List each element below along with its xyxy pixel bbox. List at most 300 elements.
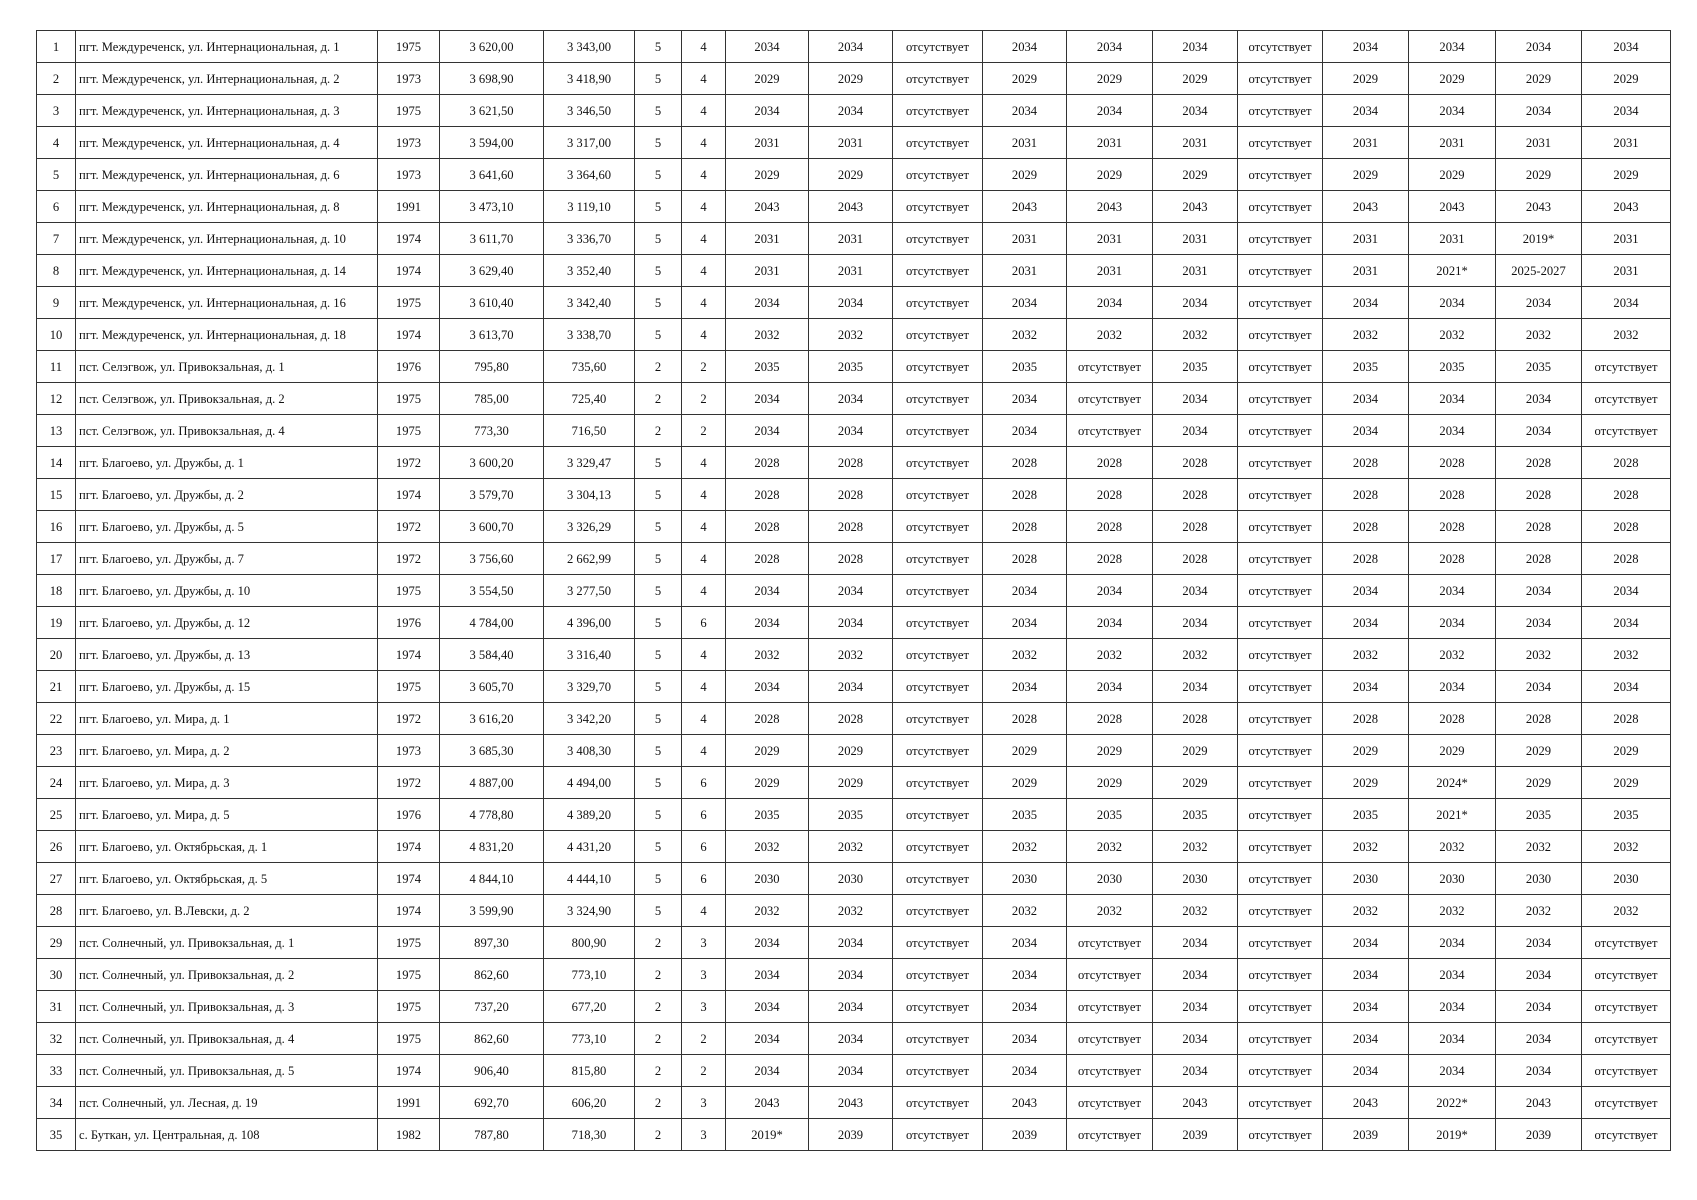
entrances-cell: 6 (682, 863, 726, 895)
year-cell-8: 2028 (1323, 447, 1409, 479)
year-cell-2: 2032 (809, 831, 893, 863)
year-cell-5: 2032 (1067, 319, 1153, 351)
year-cell-1: 2034 (726, 575, 809, 607)
year-cell-4: 2032 (983, 895, 1067, 927)
year-built-cell: 1976 (378, 607, 440, 639)
living-area-cell: 725,40 (544, 383, 635, 415)
year-cell-10: 2030 (1496, 863, 1582, 895)
year-built-cell: 1974 (378, 1055, 440, 1087)
year-cell-11: отсутствует (1582, 1119, 1671, 1151)
table-row (37, 991, 1671, 1023)
total-area-cell: 3 620,00 (440, 31, 544, 63)
table-row (37, 863, 1671, 895)
row-number-cell: 20 (37, 639, 76, 671)
entrances-cell: 4 (682, 575, 726, 607)
year-cell-1: 2034 (726, 415, 809, 447)
year-cell-11: отсутствует (1582, 927, 1671, 959)
year-cell-9: 2034 (1409, 287, 1496, 319)
year-cell-9: 2022* (1409, 1087, 1496, 1119)
table-row (37, 703, 1671, 735)
year-cell-9: 2034 (1409, 1055, 1496, 1087)
living-area-cell: 3 418,90 (544, 63, 635, 95)
total-area-cell: 4 784,00 (440, 607, 544, 639)
year-cell-6: 2034 (1153, 1023, 1238, 1055)
year-cell-2: 2029 (809, 767, 893, 799)
year-cell-2: 2029 (809, 63, 893, 95)
year-cell-8: 2031 (1323, 255, 1409, 287)
year-cell-8: 2034 (1323, 31, 1409, 63)
year-built-cell: 1975 (378, 991, 440, 1023)
living-area-cell: 4 396,00 (544, 607, 635, 639)
year-cell-2: 2035 (809, 799, 893, 831)
year-cell-5: отсутствует (1067, 1087, 1153, 1119)
year-cell-6: 2034 (1153, 607, 1238, 639)
year-cell-1: 2034 (726, 1023, 809, 1055)
year-cell-7: отсутствует (1238, 319, 1323, 351)
year-cell-6: 2028 (1153, 511, 1238, 543)
year-cell-5: 2029 (1067, 767, 1153, 799)
living-area-cell: 3 119,10 (544, 191, 635, 223)
year-cell-7: отсутствует (1238, 351, 1323, 383)
year-cell-2: 2029 (809, 735, 893, 767)
year-cell-5: 2029 (1067, 63, 1153, 95)
year-cell-5: 2031 (1067, 223, 1153, 255)
row-number-cell: 16 (37, 511, 76, 543)
entrances-cell: 4 (682, 447, 726, 479)
entrances-cell: 2 (682, 415, 726, 447)
address-cell: пгт. Благоево, ул. Мира, д. 2 (76, 735, 378, 767)
table-row (37, 383, 1671, 415)
address-cell: пгт. Благоево, ул. Мира, д. 5 (76, 799, 378, 831)
living-area-cell: 800,90 (544, 927, 635, 959)
floors-cell: 5 (635, 799, 682, 831)
year-cell-3: отсутствует (893, 223, 983, 255)
total-area-cell: 3 756,60 (440, 543, 544, 575)
table-row (37, 511, 1671, 543)
year-cell-9: 2034 (1409, 991, 1496, 1023)
year-cell-7: отсутствует (1238, 159, 1323, 191)
year-cell-3: отсутствует (893, 575, 983, 607)
total-area-cell: 773,30 (440, 415, 544, 447)
year-cell-6: 2034 (1153, 1055, 1238, 1087)
year-cell-9: 2032 (1409, 895, 1496, 927)
year-cell-9: 2028 (1409, 479, 1496, 511)
year-cell-10: 2034 (1496, 671, 1582, 703)
table-row (37, 319, 1671, 351)
row-number-cell: 13 (37, 415, 76, 447)
year-cell-5: отсутствует (1067, 927, 1153, 959)
year-cell-5: 2034 (1067, 31, 1153, 63)
year-cell-11: 2043 (1582, 191, 1671, 223)
year-cell-2: 2028 (809, 447, 893, 479)
floors-cell: 5 (635, 63, 682, 95)
year-cell-10: 2028 (1496, 479, 1582, 511)
year-cell-4: 2034 (983, 671, 1067, 703)
entrances-cell: 3 (682, 1087, 726, 1119)
year-cell-4: 2029 (983, 767, 1067, 799)
year-built-cell: 1974 (378, 223, 440, 255)
year-cell-3: отсутствует (893, 735, 983, 767)
year-cell-4: 2031 (983, 223, 1067, 255)
year-cell-11: 2029 (1582, 159, 1671, 191)
year-cell-10: 2028 (1496, 447, 1582, 479)
total-area-cell: 737,20 (440, 991, 544, 1023)
table-row (37, 1119, 1671, 1151)
floors-cell: 2 (635, 1023, 682, 1055)
year-cell-11: 2034 (1582, 31, 1671, 63)
year-cell-11: 2034 (1582, 95, 1671, 127)
row-number-cell: 31 (37, 991, 76, 1023)
total-area-cell: 4 778,80 (440, 799, 544, 831)
floors-cell: 5 (635, 767, 682, 799)
row-number-cell: 29 (37, 927, 76, 959)
table-row (37, 639, 1671, 671)
year-cell-11: отсутствует (1582, 1023, 1671, 1055)
year-cell-9: 2028 (1409, 703, 1496, 735)
year-cell-8: 2032 (1323, 895, 1409, 927)
floors-cell: 5 (635, 735, 682, 767)
row-number-cell: 15 (37, 479, 76, 511)
year-cell-8: 2034 (1323, 287, 1409, 319)
table-row (37, 575, 1671, 607)
year-cell-9: 2034 (1409, 415, 1496, 447)
row-number-cell: 3 (37, 95, 76, 127)
table-row (37, 223, 1671, 255)
year-cell-11: 2029 (1582, 63, 1671, 95)
floors-cell: 5 (635, 319, 682, 351)
address-cell: пст. Селэгвож, ул. Привокзальная, д. 1 (76, 351, 378, 383)
year-cell-8: 2032 (1323, 831, 1409, 863)
year-cell-10: 2032 (1496, 639, 1582, 671)
total-area-cell: 3 473,10 (440, 191, 544, 223)
year-cell-3: отсутствует (893, 1087, 983, 1119)
year-built-cell: 1973 (378, 735, 440, 767)
living-area-cell: 718,30 (544, 1119, 635, 1151)
year-cell-10: 2034 (1496, 1055, 1582, 1087)
year-cell-10: 2043 (1496, 1087, 1582, 1119)
year-cell-5: отсутствует (1067, 351, 1153, 383)
year-cell-9: 2032 (1409, 831, 1496, 863)
year-cell-5: отсутствует (1067, 1023, 1153, 1055)
year-cell-9: 2043 (1409, 191, 1496, 223)
entrances-cell: 4 (682, 63, 726, 95)
row-number-cell: 8 (37, 255, 76, 287)
year-cell-3: отсутствует (893, 191, 983, 223)
year-built-cell: 1975 (378, 959, 440, 991)
table-row (37, 415, 1671, 447)
total-area-cell: 4 831,20 (440, 831, 544, 863)
year-cell-4: 2034 (983, 991, 1067, 1023)
floors-cell: 5 (635, 255, 682, 287)
year-cell-10: 2032 (1496, 319, 1582, 351)
year-cell-5: 2034 (1067, 95, 1153, 127)
year-cell-3: отсутствует (893, 511, 983, 543)
year-cell-7: отсутствует (1238, 831, 1323, 863)
year-cell-4: 2039 (983, 1119, 1067, 1151)
year-cell-3: отсутствует (893, 287, 983, 319)
total-area-cell: 3 600,70 (440, 511, 544, 543)
entrances-cell: 6 (682, 607, 726, 639)
year-cell-4: 2028 (983, 479, 1067, 511)
year-cell-9: 2029 (1409, 735, 1496, 767)
year-cell-8: 2034 (1323, 959, 1409, 991)
year-cell-6: 2034 (1153, 287, 1238, 319)
table-row (37, 671, 1671, 703)
year-cell-2: 2034 (809, 927, 893, 959)
year-cell-3: отсутствует (893, 159, 983, 191)
row-number-cell: 21 (37, 671, 76, 703)
year-cell-4: 2034 (983, 31, 1067, 63)
year-cell-9: 2031 (1409, 127, 1496, 159)
year-cell-7: отсутствует (1238, 543, 1323, 575)
year-cell-11: 2030 (1582, 863, 1671, 895)
living-area-cell: 815,80 (544, 1055, 635, 1087)
year-cell-9: 2029 (1409, 63, 1496, 95)
year-cell-9: 2021* (1409, 255, 1496, 287)
year-cell-2: 2030 (809, 863, 893, 895)
table-row (37, 735, 1671, 767)
year-cell-8: 2032 (1323, 319, 1409, 351)
year-cell-10: 2028 (1496, 543, 1582, 575)
living-area-cell: 4 431,20 (544, 831, 635, 863)
year-cell-11: отсутствует (1582, 1055, 1671, 1087)
year-cell-6: 2031 (1153, 127, 1238, 159)
table-row (37, 767, 1671, 799)
table-row (37, 799, 1671, 831)
year-cell-8: 2034 (1323, 1023, 1409, 1055)
year-cell-3: отсутствует (893, 991, 983, 1023)
year-cell-9: 2034 (1409, 575, 1496, 607)
year-built-cell: 1975 (378, 671, 440, 703)
year-cell-2: 2043 (809, 1087, 893, 1119)
year-built-cell: 1975 (378, 927, 440, 959)
table-row (37, 191, 1671, 223)
living-area-cell: 3 408,30 (544, 735, 635, 767)
entrances-cell: 4 (682, 639, 726, 671)
year-cell-2: 2034 (809, 1023, 893, 1055)
total-area-cell: 3 594,00 (440, 127, 544, 159)
entrances-cell: 4 (682, 671, 726, 703)
year-cell-2: 2029 (809, 159, 893, 191)
total-area-cell: 795,80 (440, 351, 544, 383)
address-cell: пгт. Междуреченск, ул. Интернациональная, д. 6 (76, 159, 378, 191)
living-area-cell: 4 389,20 (544, 799, 635, 831)
year-cell-5: отсутствует (1067, 383, 1153, 415)
table-row (37, 831, 1671, 863)
entrances-cell: 6 (682, 831, 726, 863)
year-cell-10: 2031 (1496, 127, 1582, 159)
year-cell-7: отсутствует (1238, 703, 1323, 735)
year-cell-2: 2031 (809, 223, 893, 255)
year-cell-9: 2034 (1409, 959, 1496, 991)
table-row (37, 1023, 1671, 1055)
address-cell: пгт. Междуреченск, ул. Интернациональная, д. 8 (76, 191, 378, 223)
year-cell-2: 2034 (809, 991, 893, 1023)
year-cell-5: 2031 (1067, 127, 1153, 159)
year-cell-4: 2031 (983, 127, 1067, 159)
year-cell-4: 2034 (983, 383, 1067, 415)
year-cell-5: отсутствует (1067, 991, 1153, 1023)
year-cell-10: 2034 (1496, 575, 1582, 607)
year-cell-1: 2032 (726, 895, 809, 927)
year-cell-1: 2028 (726, 447, 809, 479)
year-cell-1: 2029 (726, 159, 809, 191)
year-cell-2: 2028 (809, 703, 893, 735)
year-cell-2: 2031 (809, 127, 893, 159)
year-cell-2: 2032 (809, 895, 893, 927)
table-row (37, 63, 1671, 95)
year-cell-7: отсутствует (1238, 991, 1323, 1023)
year-cell-6: 2034 (1153, 927, 1238, 959)
year-cell-2: 2034 (809, 959, 893, 991)
living-area-cell: 3 329,47 (544, 447, 635, 479)
table-row (37, 255, 1671, 287)
row-number-cell: 24 (37, 767, 76, 799)
year-cell-4: 2043 (983, 1087, 1067, 1119)
total-area-cell: 3 610,40 (440, 287, 544, 319)
total-area-cell: 897,30 (440, 927, 544, 959)
year-cell-4: 2032 (983, 639, 1067, 671)
year-cell-2: 2034 (809, 383, 893, 415)
address-cell: пст. Селэгвож, ул. Привокзальная, д. 2 (76, 383, 378, 415)
year-cell-3: отсутствует (893, 671, 983, 703)
year-cell-3: отсутствует (893, 319, 983, 351)
year-cell-2: 2034 (809, 31, 893, 63)
year-cell-7: отсутствует (1238, 255, 1323, 287)
year-cell-7: отсутствует (1238, 959, 1323, 991)
year-cell-10: 2025-2027 (1496, 255, 1582, 287)
entrances-cell: 4 (682, 543, 726, 575)
year-cell-1: 2035 (726, 799, 809, 831)
year-cell-1: 2034 (726, 383, 809, 415)
year-cell-2: 2039 (809, 1119, 893, 1151)
total-area-cell: 4 887,00 (440, 767, 544, 799)
year-cell-11: 2029 (1582, 767, 1671, 799)
year-cell-7: отсутствует (1238, 927, 1323, 959)
address-cell: пст. Солнечный, ул. Лесная, д. 19 (76, 1087, 378, 1119)
table-row (37, 607, 1671, 639)
year-cell-11: 2035 (1582, 799, 1671, 831)
year-cell-10: 2034 (1496, 415, 1582, 447)
year-cell-7: отсутствует (1238, 1087, 1323, 1119)
year-cell-2: 2034 (809, 287, 893, 319)
year-cell-11: 2032 (1582, 895, 1671, 927)
living-area-cell: 4 494,00 (544, 767, 635, 799)
entrances-cell: 4 (682, 703, 726, 735)
year-cell-9: 2029 (1409, 159, 1496, 191)
year-cell-3: отсутствует (893, 31, 983, 63)
year-cell-8: 2029 (1323, 63, 1409, 95)
year-cell-5: отсутствует (1067, 1119, 1153, 1151)
year-cell-7: отсутствует (1238, 1119, 1323, 1151)
year-cell-4: 2034 (983, 1055, 1067, 1087)
year-cell-6: 2043 (1153, 191, 1238, 223)
year-cell-8: 2034 (1323, 607, 1409, 639)
address-cell: пгт. Междуреченск, ул. Интернациональная, д. 1 (76, 31, 378, 63)
year-cell-3: отсутствует (893, 959, 983, 991)
year-cell-1: 2028 (726, 511, 809, 543)
year-cell-9: 2021* (1409, 799, 1496, 831)
year-cell-1: 2034 (726, 1055, 809, 1087)
year-cell-10: 2029 (1496, 63, 1582, 95)
total-area-cell: 3 599,90 (440, 895, 544, 927)
year-cell-4: 2034 (983, 575, 1067, 607)
year-cell-11: 2028 (1582, 511, 1671, 543)
entrances-cell: 4 (682, 159, 726, 191)
year-cell-1: 2031 (726, 255, 809, 287)
address-cell: пгт. Благоево, ул. Дружбы, д. 5 (76, 511, 378, 543)
row-number-cell: 7 (37, 223, 76, 255)
entrances-cell: 4 (682, 127, 726, 159)
living-area-cell: 735,60 (544, 351, 635, 383)
address-cell: пгт. Благоево, ул. Дружбы, д. 15 (76, 671, 378, 703)
year-cell-3: отсутствует (893, 831, 983, 863)
address-cell: пгт. Благоево, ул. Октябрьская, д. 1 (76, 831, 378, 863)
year-cell-2: 2032 (809, 319, 893, 351)
year-cell-1: 2019* (726, 1119, 809, 1151)
year-cell-5: 2034 (1067, 287, 1153, 319)
year-cell-3: отсутствует (893, 63, 983, 95)
year-cell-3: отсутствует (893, 543, 983, 575)
year-cell-10: 2034 (1496, 31, 1582, 63)
address-cell: пгт. Междуреченск, ул. Интернациональная, д. 3 (76, 95, 378, 127)
living-area-cell: 3 304,13 (544, 479, 635, 511)
address-cell: пст. Солнечный, ул. Привокзальная, д. 1 (76, 927, 378, 959)
row-number-cell: 9 (37, 287, 76, 319)
year-cell-5: 2043 (1067, 191, 1153, 223)
document-sheet (36, 30, 1670, 1151)
year-cell-3: отсутствует (893, 927, 983, 959)
floors-cell: 5 (635, 575, 682, 607)
address-cell: пгт. Междуреченск, ул. Интернациональная, д. 16 (76, 287, 378, 319)
year-built-cell: 1975 (378, 31, 440, 63)
address-cell: пгт. Междуреченск, ул. Интернациональная, д. 14 (76, 255, 378, 287)
year-cell-6: 2035 (1153, 351, 1238, 383)
entrances-cell: 4 (682, 287, 726, 319)
total-area-cell: 3 605,70 (440, 671, 544, 703)
year-cell-9: 2035 (1409, 351, 1496, 383)
year-cell-11: отсутствует (1582, 991, 1671, 1023)
year-cell-9: 2032 (1409, 319, 1496, 351)
year-cell-4: 2028 (983, 511, 1067, 543)
year-cell-3: отсутствует (893, 95, 983, 127)
total-area-cell: 3 584,40 (440, 639, 544, 671)
year-cell-1: 2034 (726, 959, 809, 991)
year-cell-11: 2028 (1582, 703, 1671, 735)
living-area-cell: 3 277,50 (544, 575, 635, 607)
year-built-cell: 1975 (378, 383, 440, 415)
year-built-cell: 1973 (378, 127, 440, 159)
year-cell-3: отсутствует (893, 351, 983, 383)
floors-cell: 5 (635, 31, 682, 63)
table-row (37, 351, 1671, 383)
row-number-cell: 17 (37, 543, 76, 575)
total-area-cell: 3 698,90 (440, 63, 544, 95)
year-cell-11: 2031 (1582, 223, 1671, 255)
living-area-cell: 606,20 (544, 1087, 635, 1119)
year-cell-9: 2030 (1409, 863, 1496, 895)
year-cell-4: 2028 (983, 703, 1067, 735)
year-cell-1: 2035 (726, 351, 809, 383)
floors-cell: 2 (635, 1119, 682, 1151)
address-cell: пст. Солнечный, ул. Привокзальная, д. 5 (76, 1055, 378, 1087)
year-built-cell: 1975 (378, 287, 440, 319)
address-cell: пгт. Благоево, ул. Дружбы, д. 13 (76, 639, 378, 671)
year-cell-1: 2034 (726, 31, 809, 63)
year-cell-9: 2024* (1409, 767, 1496, 799)
year-cell-1: 2032 (726, 639, 809, 671)
year-cell-10: 2034 (1496, 95, 1582, 127)
